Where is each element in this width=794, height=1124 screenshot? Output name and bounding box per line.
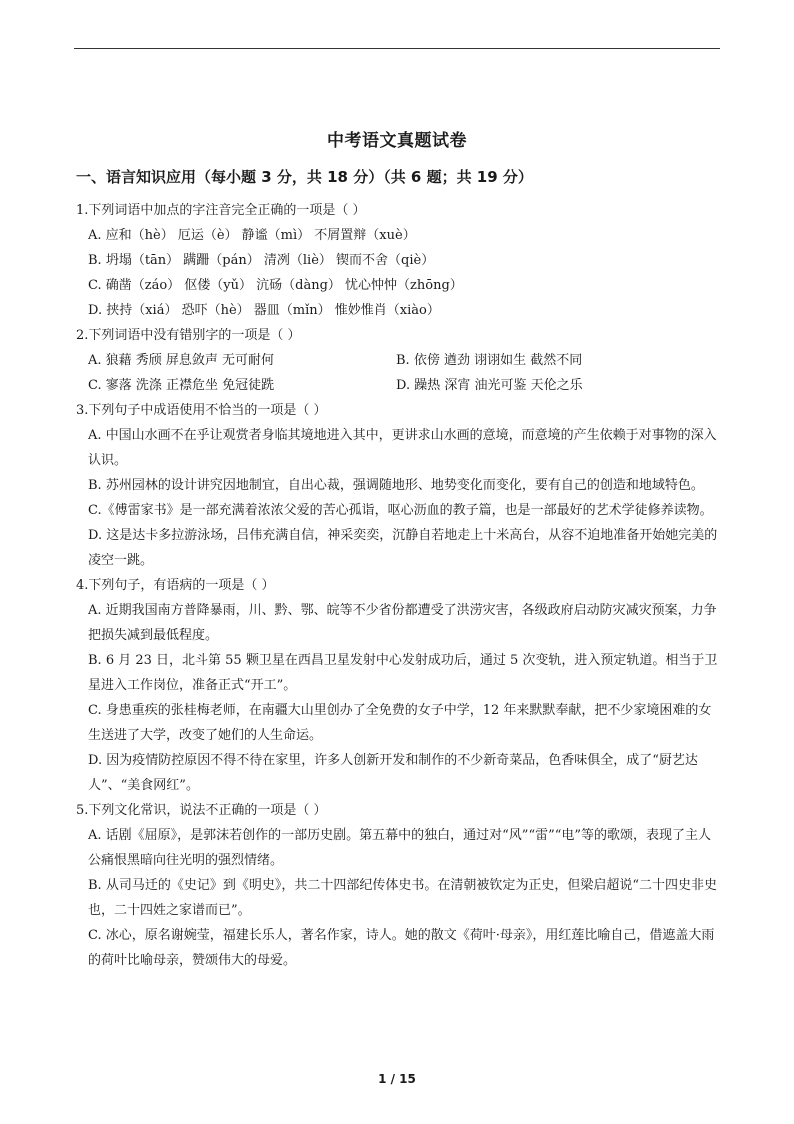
- option-c: C. 冰心，原名谢婉莹，福建长乐人，著名作家，诗人。她的散文《荷叶·母亲》，用红莲比喻自己，借遮盖大雨的荷叶比喻母亲，赞颂伟大的母爱。: [88, 928, 715, 968]
- option-b: B. 从司马迁的《史记》到《明史》，共二十四部纪传体史书。在清朝被钦定为正史，但梁启超说“二十四史非史也，二十四姓之家谱而已”。: [88, 878, 717, 918]
- question-3: [76, 398, 722, 573]
- page-number: 1 / 15: [378, 1072, 416, 1086]
- option-a: A. 中国山水画不在乎让观赏者身临其境地进入其中，更讲求山水画的意境，而意境的产生依赖于对事物的深入认识。: [88, 428, 717, 468]
- option-d: D. 这是达卡多拉游泳场，吕伟充满自信，神采奕奕，沉静自若地走上十米高台，从容不迫地准备开始她完美的凌空一跳。: [88, 528, 718, 568]
- option-c: C. 寥落 洗涤 正襟危坐 免冠徒跣: [88, 378, 275, 393]
- option-d: D. 因为疫情防控原因不得不待在家里，许多人创新开发和制作的不少新奇菜品，色香味俱全，成了“厨艺达人”、“美食网红”。: [88, 753, 698, 793]
- option-c: C. 确凿（záo） 伛偻（yǔ） 沆砀（dàng） 忧心忡忡（zhōng）: [88, 278, 463, 293]
- question-stem: 4.下列句子，有语病的一项是（ ）: [76, 578, 275, 593]
- option-d: D. 挟持（xiá） 恐吓（hè） 器皿（mǐn） 惟妙惟肖（xiào）: [88, 303, 440, 318]
- option-a: A. 狼藉 秀颀 屏息敛声 无可耐何: [88, 353, 275, 368]
- option-c: C. 身患重疾的张桂梅老师，在南疆大山里创办了全免费的女子中学，12 年来默默奉献，把不少家境困难的女生送进了大学，改变了她们的人生命运。: [88, 703, 712, 743]
- option-row: [76, 348, 722, 373]
- option-a: A. 应和（hè） 厄运（è） 静谧（mì） 不屑置辩（xuè）: [88, 228, 416, 243]
- option-b: B. 苏州园林的设计讲究因地制宜，自出心裁，强调随地形、地势变化而变化，要有自己的创造和地域特色。: [88, 478, 704, 493]
- option-a: A. 近期我国南方普降暴雨，川、黔、鄂、皖等不少省份都遭受了洪涝灾害，各级政府启动防灾减灾预案，力争把损失减到最低程度。: [88, 603, 717, 643]
- question-stem: 1.下列词语中加点的字注音完全正确的一项是（ ）: [76, 203, 366, 218]
- page-title: 中考语文真题试卷: [327, 131, 467, 151]
- option-d: D. 躁热 深宵 油光可鉴 天伦之乐: [396, 378, 583, 393]
- question-2: [76, 323, 722, 398]
- question-1: [76, 198, 722, 323]
- question-list: [76, 198, 722, 973]
- header-rule: [74, 48, 720, 49]
- option-row: [76, 373, 722, 398]
- option-b: B. 6 月 23 日，北斗第 55 颗卫星在西昌卫星发射中心发射成功后，通过 5 次变轨，进入预定轨道。相当于卫星进入工作岗位，准备正式“开工”。: [88, 653, 718, 693]
- question-stem: 5.下列文化常识，说法不正确的一项是（ ）: [76, 803, 327, 818]
- question-stem: 3.下列句子中成语使用不恰当的一项是（ ）: [76, 403, 327, 418]
- question-stem: 2.下列词语中没有错别字的一项是（ ）: [76, 328, 301, 343]
- option-a: A. 话剧《屈原》，是郭沫若创作的一部历史剧。第五幕中的独白，通过对“风”“雷”“电”等的歌颂，表现了主人公痛恨黑暗向往光明的强烈情绪。: [88, 828, 712, 868]
- question-5: [76, 798, 722, 973]
- option-b: B. 依傍 遒劲 诩诩如生 截然不同: [396, 353, 583, 368]
- option-c: C.《傅雷家书》是一部充满着浓浓父爱的苦心孤诣，呕心沥血的教子篇，也是一部最好的艺术学徒修养读物。: [88, 503, 713, 518]
- question-4: [76, 573, 722, 798]
- section-heading: 一、语言知识应用（每小题 3 分，共 18 分）（共 6 题；共 19 分）: [76, 168, 533, 186]
- option-b: B. 坍塌（tān） 蹒跚（pán） 清冽（liè） 锲而不舍（qiè）: [88, 253, 435, 268]
